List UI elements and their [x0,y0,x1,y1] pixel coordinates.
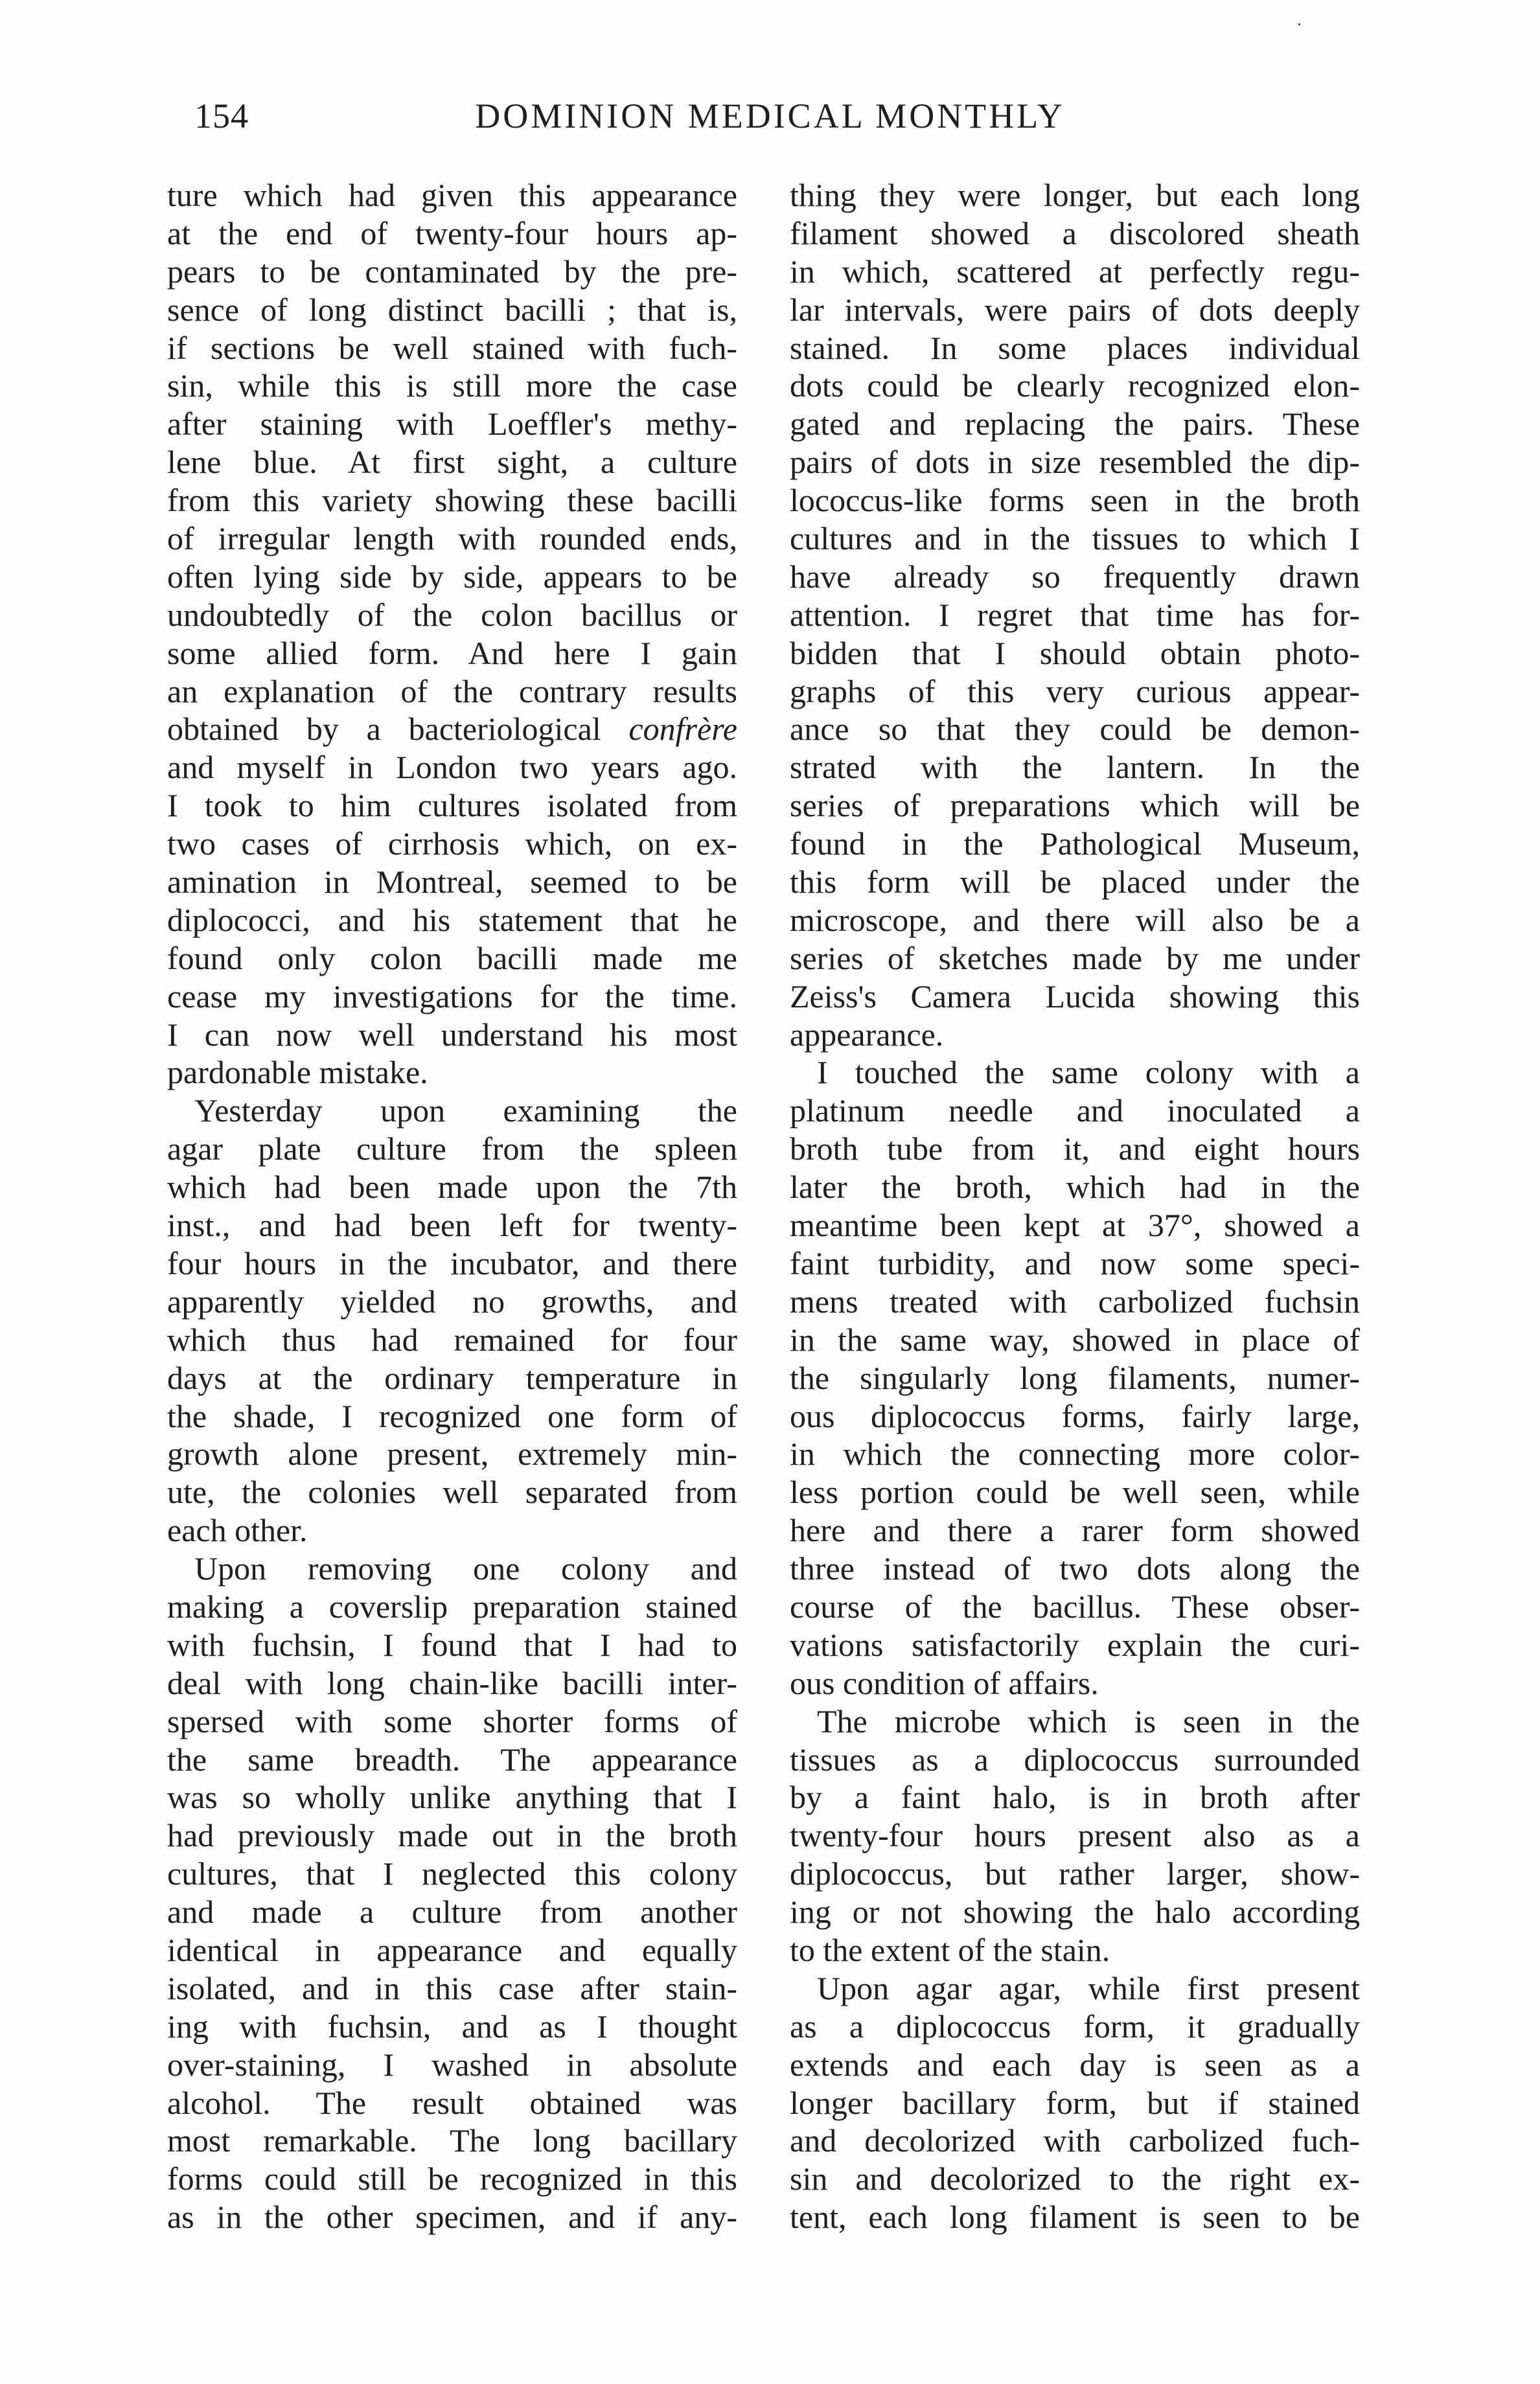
line-text: vations satisfactorily explain the curi- [790,1626,1360,1663]
line-text: obtained by a bacteriological [167,711,629,748]
line-text: lar intervals, were pairs of dots deeply [790,291,1360,328]
line-text: had previously made out in the broth [167,1817,737,1854]
line-text: cultures and in the tissues to which I [790,520,1360,557]
text-line [790,978,1360,1016]
line-text: ing with fuchsin, and as I thought [167,2008,737,2045]
text-line [167,2008,737,2046]
line-text: meantime been kept at 37°, showed a [790,1207,1360,1244]
line-text: have already so frequently drawn [790,558,1360,595]
text-line [167,1359,737,1397]
line-text: the singularly long filaments, numer- [790,1359,1360,1396]
line-text: found only colon bacilli made me [167,939,737,976]
text-line [790,1588,1360,1626]
line-text: lococcus-like forms seen in the broth [790,482,1360,519]
text-line [790,634,1360,672]
text-line [790,1435,1360,1473]
line-text: series of preparations which will be [790,787,1360,824]
text-line [167,291,737,329]
text-line [790,1778,1360,1817]
left-text-column [167,176,737,2236]
line-text: filament showed a discolored sheath [790,214,1360,251]
line-text: the same breadth. The appearance [167,1741,737,1778]
line-text: lene blue. At first sight, a culture [167,444,737,481]
text-line [167,978,737,1016]
line-text: cease my investigations for the time. [167,978,737,1014]
text-line [790,1053,1360,1092]
text-line [167,786,737,825]
text-line [790,748,1360,786]
text-line [790,558,1360,596]
line-text: broth tube from it, and eight hours [790,1130,1360,1167]
line-text: as a diplococcus form, it gradually [790,2008,1360,2045]
text-line [790,2198,1360,2236]
text-line [167,1283,737,1321]
text-line [167,672,737,711]
text-line [790,405,1360,443]
line-text: diplococci, and his statement that he [167,901,737,938]
text-line [790,1130,1360,1168]
line-text: ous diplococcus forms, fairly large, [790,1397,1360,1434]
line-text: each other. [167,1512,308,1549]
text-line [167,1550,737,1588]
line-text: sence of long distinct bacilli ; that is, [167,291,737,328]
text-line [167,1741,737,1779]
text-line [790,1855,1360,1893]
line-text: as in the other specimen, and if any- [167,2199,737,2236]
line-text: Upon agar agar, while first present [817,1969,1360,2006]
line-text: ance so that they could be demon- [790,711,1360,748]
line-text: most remarkable. The long bacillary [167,2122,737,2159]
text-line [790,1397,1360,1436]
line-text: faint turbidity, and now some speci- [790,1244,1360,1281]
line-text: twenty-four hours present also as a [790,1817,1360,1854]
text-line [167,1473,737,1511]
line-text: ous condition of affairs. [790,1664,1099,1701]
line-text: dots could be clearly recognized elon- [790,367,1360,404]
text-line [167,1435,737,1473]
line-text: and made a culture from another [167,1894,737,1931]
text-line [167,1931,737,1969]
text-line [167,2198,737,2236]
text-line [790,1702,1360,1741]
line-text: Upon removing one colony and [194,1550,737,1587]
text-line [790,2160,1360,2198]
text-line [167,1130,737,1168]
text-line [167,901,737,939]
line-text: spersed with some shorter forms of [167,1702,737,1739]
text-line [790,291,1360,329]
line-text: agar plate culture from the spleen [167,1130,737,1167]
text-line [167,443,737,481]
text-line [167,2160,737,2198]
line-text: was so wholly unlike anything that I [167,1779,737,1816]
text-line [790,1092,1360,1130]
text-line [790,214,1360,253]
right-text-column [790,176,1360,2236]
line-text: cultures, that I neglected this colony [167,1855,737,1892]
text-line [790,176,1360,214]
text-line [167,825,737,863]
line-text: in the same way, showed in place of [790,1321,1360,1358]
text-line [167,1016,737,1054]
text-line [167,1893,737,1931]
line-text: undoubtedly of the colon bacillus or [167,596,737,633]
italic-word: confrère [628,711,737,748]
text-line [790,1359,1360,1397]
text-line [790,1817,1360,1855]
text-line [167,1588,737,1626]
text-line [790,901,1360,939]
line-text: Zeiss's Camera Lucida showing this [790,978,1360,1014]
line-text: graphs of this very curious appear- [790,672,1360,709]
line-text: isolated, and in this case after stain- [167,1969,737,2006]
text-line [167,1626,737,1664]
line-text: Yesterday upon examining the [194,1092,737,1129]
text-line [167,1397,737,1436]
line-text: tent, each long filament is seen to be [790,2199,1360,2236]
line-text: found in the Pathological Museum, [790,825,1360,862]
line-text: thing they were longer, but each long [790,177,1360,213]
line-text: stained. In some places individual [790,329,1360,366]
line-text: and decolorized with carbolized fuch- [790,2122,1360,2159]
text-line [167,176,737,214]
line-text: here and there a rarer form showed [790,1512,1360,1549]
line-text: after staining with Loeffler's methy- [167,406,737,442]
text-line [790,2084,1360,2122]
text-line [167,710,737,748]
text-line [790,1168,1360,1206]
text-line [167,1778,737,1817]
text-line [790,253,1360,291]
text-line [790,1741,1360,1779]
line-text: ing or not showing the halo according [790,1894,1360,1931]
text-line [790,1206,1360,1244]
line-text: inst., and had been left for twenty- [167,1207,737,1244]
line-text: longer bacillary form, but if stained [790,2084,1360,2121]
line-text: apparently yielded no growths, and [167,1283,737,1320]
text-line [167,863,737,901]
line-text: I touched the same colony with a [817,1054,1360,1091]
line-text: later the broth, which had in the [790,1169,1360,1206]
line-text: ture which had given this appearance [167,177,737,213]
text-line [167,1206,737,1244]
page-number: 154 [194,97,249,135]
line-text: this form will be placed under the [790,864,1360,900]
line-text: attention. I regret that time has for- [790,596,1360,633]
text-line [167,1168,737,1206]
text-line [167,748,737,786]
text-line [167,1244,737,1283]
text-line [167,1511,737,1550]
text-line [790,1626,1360,1664]
text-line [790,939,1360,978]
line-text: microscope, and there will also be a [790,901,1360,938]
line-text: three instead of two dots along the [790,1550,1360,1587]
line-text: series of sketches made by me under [790,939,1360,976]
text-line [167,1969,737,2008]
text-line [167,2122,737,2160]
line-text: at the end of twenty-four hours ap- [167,214,737,251]
line-text: The microbe which is seen in the [817,1702,1360,1739]
text-line [790,1893,1360,1931]
text-line [167,2084,737,2122]
text-line [167,1702,737,1741]
line-text: I can now well understand his most [167,1016,737,1053]
line-text: bidden that I should obtain photo- [790,634,1360,671]
text-line [790,2122,1360,2160]
text-line [790,481,1360,520]
text-line [790,1321,1360,1359]
line-text: course of the bacillus. These obser- [790,1588,1360,1625]
text-line [790,1016,1360,1054]
line-text: extends and each day is seen as a [790,2046,1360,2083]
line-text: alcohol. The result obtained was [167,2084,737,2121]
text-line [167,1053,737,1092]
text-line [790,672,1360,711]
text-line [790,1244,1360,1283]
line-text: with fuchsin, I found that I had to [167,1626,737,1663]
text-line [790,1550,1360,1588]
line-text: appearance. [790,1016,944,1053]
line-text: which thus had remained for four [167,1321,737,1358]
text-line [790,710,1360,748]
text-line [167,520,737,558]
line-text: some allied form. And here I gain [167,634,737,671]
line-text: which had been made upon the 7th [167,1169,737,1206]
text-line [167,1664,737,1702]
running-head: DOMINION MEDICAL MONTHLY [475,97,1065,135]
line-text: pardonable mistake. [167,1054,428,1091]
text-line [790,2008,1360,2046]
line-text: by a faint halo, is in broth after [790,1779,1360,1816]
line-text: in which, scattered at perfectly regu- [790,253,1360,290]
line-text: four hours in the incubator, and there [167,1244,737,1281]
line-text: two cases of cirrhosis which, on ex- [167,825,737,862]
line-text: growth alone present, extremely min- [167,1436,737,1473]
line-text: diplococcus, but rather larger, show- [790,1855,1360,1892]
line-text: making a coverslip preparation stained [167,1588,737,1625]
line-text: tissues as a diplococcus surrounded [790,1741,1360,1778]
text-line [790,1969,1360,2008]
line-text: sin and decolorized to the right ex- [790,2160,1360,2197]
text-line [167,329,737,367]
text-line [790,596,1360,634]
line-text: days at the ordinary temperature in [167,1359,737,1396]
text-line [167,939,737,978]
line-text: amination in Montreal, seemed to be [167,864,737,900]
text-line [790,1511,1360,1550]
text-line [167,596,737,634]
line-text: less portion could be well seen, while [790,1474,1360,1511]
text-line [167,558,737,596]
text-line [167,405,737,443]
text-line [167,2046,737,2084]
line-text: often lying side by side, appears to be [167,558,737,595]
line-text: from this variety showing these bacilli [167,482,737,519]
line-text: pairs of dots in size resembled the dip- [790,444,1360,481]
line-text: if sections be well stained with fuch- [167,329,737,366]
text-line [790,520,1360,558]
line-text: of irregular length with rounded ends, [167,520,737,557]
line-text: over-staining, I washed in absolute [167,2046,737,2083]
text-line [790,863,1360,901]
text-line [167,634,737,672]
line-text: and myself in London two years ago. [167,749,737,786]
text-line [790,1664,1360,1702]
text-line [790,329,1360,367]
text-line [790,2046,1360,2084]
line-text: pears to be contaminated by the pre- [167,253,737,290]
line-text: mens treated with carbolized fuchsin [790,1283,1360,1320]
line-text: in which the connecting more color- [790,1436,1360,1473]
text-line [790,367,1360,405]
line-text: to the extent of the stain. [790,1931,1110,1968]
line-text: deal with long chain-like bacilli inter- [167,1664,737,1701]
line-text: sin, while this is still more the case [167,367,737,404]
text-line [167,1321,737,1359]
text-line [790,1283,1360,1321]
text-line [167,1092,737,1130]
text-line [790,443,1360,481]
text-line [790,1931,1360,1969]
text-line [167,1817,737,1855]
text-line [167,214,737,253]
line-text: strated with the lantern. In the [790,749,1360,786]
text-line [167,367,737,405]
stray-dot-mark [1298,23,1300,25]
line-text: platinum needle and inoculated a [790,1092,1360,1129]
line-text: ute, the colonies well separated from [167,1474,737,1511]
line-text: forms could still be recognized in this [167,2160,737,2197]
line-text: the shade, I recognized one form of [167,1397,737,1434]
text-line [790,1473,1360,1511]
line-text: gated and replacing the pairs. These [790,406,1360,442]
text-line [790,786,1360,825]
line-text: I took to him cultures isolated from [167,787,737,824]
text-line [167,253,737,291]
text-line [167,1855,737,1893]
text-line [167,481,737,520]
line-text: an explanation of the contrary results [167,672,737,709]
line-text: identical in appearance and equally [167,1931,737,1968]
text-line [790,825,1360,863]
